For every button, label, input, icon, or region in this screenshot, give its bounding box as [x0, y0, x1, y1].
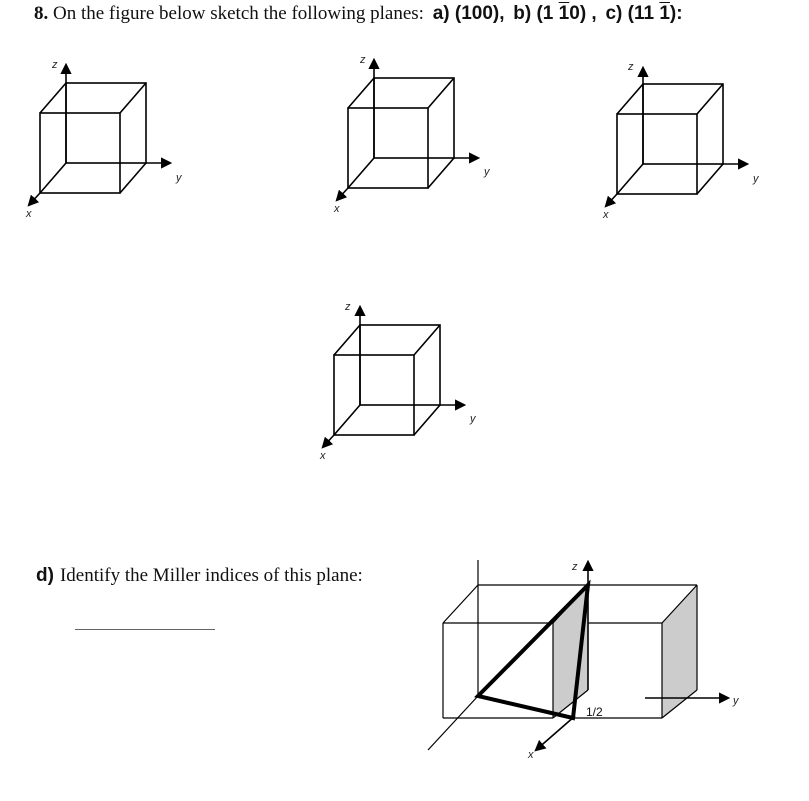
part-d-text: Identify the Miller indices of this plane: [59, 565, 363, 586]
answer-blank[interactable] [75, 629, 215, 630]
question-number: 8. [34, 3, 49, 24]
unit-cube-c [602, 61, 760, 221]
overbar-digit: 1 [659, 3, 670, 24]
intercept-label: 1/2 [586, 705, 603, 719]
svg-text:x: x [320, 450, 326, 462]
option-c: c) (11 1): [605, 3, 683, 24]
part-d-figure [428, 560, 740, 761]
unit-cube-a [25, 59, 183, 220]
svg-text:y: y [733, 695, 739, 707]
part-d-prompt [36, 565, 363, 587]
svg-text:z: z [628, 61, 634, 73]
unit-cube-b [333, 54, 491, 215]
question-prompt: On the figure below sketch the following planes: [53, 3, 424, 24]
svg-text:y: y [753, 173, 759, 185]
svg-text:z: z [360, 54, 366, 66]
svg-text:x: x [26, 208, 32, 220]
svg-text:z: z [572, 561, 578, 573]
unit-cube-extra [319, 301, 477, 462]
svg-text:y: y [176, 172, 182, 184]
svg-text:x: x [528, 749, 534, 761]
option-b: b) (1 10) , [513, 3, 597, 24]
svg-text:y: y [484, 166, 490, 178]
overbar-digit: 1 [558, 3, 570, 24]
svg-text:y: y [470, 413, 476, 425]
svg-text:z: z [345, 301, 351, 313]
svg-text:z: z [52, 59, 58, 71]
svg-text:x: x [334, 203, 340, 215]
option-a: a) (100), [432, 3, 505, 24]
part-d-label: d) [36, 565, 54, 586]
svg-text:x: x [603, 209, 609, 221]
